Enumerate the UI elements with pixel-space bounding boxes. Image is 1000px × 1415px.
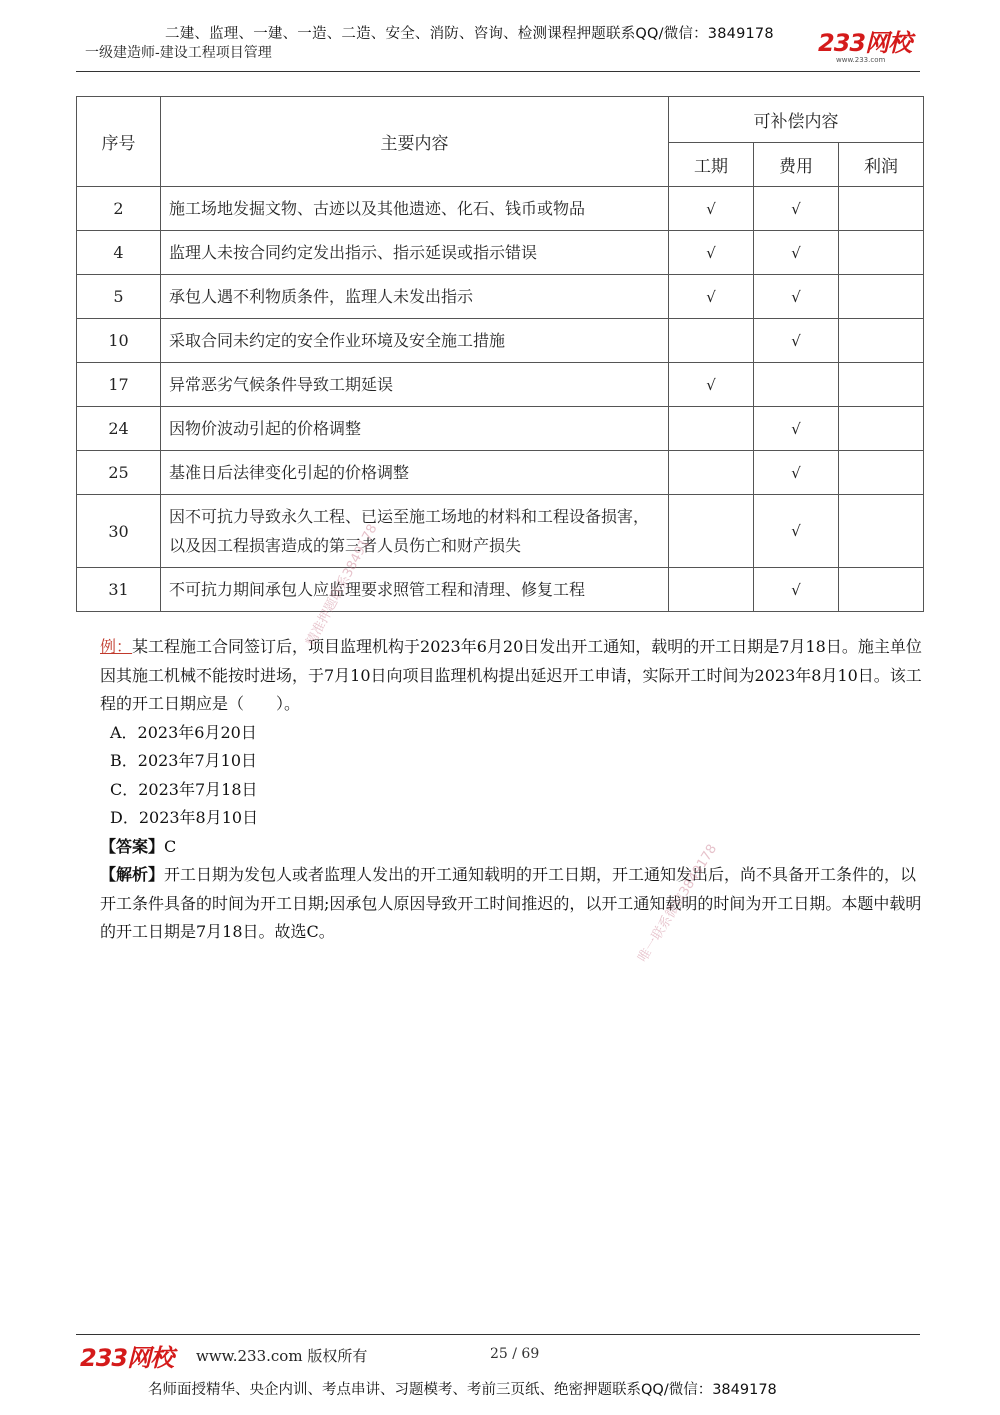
table-row: [77, 451, 924, 495]
option-b: B．2023年7月10日: [110, 751, 258, 770]
logo-mark: 233网校: [818, 29, 912, 57]
row-period-mark: √: [669, 231, 754, 275]
answer-tag: 【答案】: [100, 836, 165, 856]
option-a: A．2023年6月20日: [110, 722, 257, 742]
brand-logo: [818, 30, 918, 64]
row-period-mark: [669, 451, 754, 495]
row-cost-mark: √: [754, 187, 839, 231]
row-profit-mark: [839, 363, 924, 407]
row-profit-mark: [839, 568, 924, 612]
watermark-text: 唯一联系微信3849178: [635, 841, 721, 966]
row-no: 24: [77, 407, 161, 451]
row-content: 异常恶劣气候条件导致工期延误: [161, 363, 669, 407]
row-no: 31: [77, 568, 161, 612]
footer-divider: [76, 1334, 920, 1335]
row-profit-mark: [839, 187, 924, 231]
row-profit-mark: [839, 275, 924, 319]
option-c: C．2023年7月18日: [110, 779, 258, 799]
row-cost-mark: [754, 363, 839, 407]
header-main-content: 主要内容: [161, 97, 669, 187]
document-subtitle: 一级建造师-建设工程项目管理: [85, 45, 272, 61]
watermark-text: 精准押题联系3849178: [303, 521, 381, 649]
page-number: 25 / 69: [490, 1346, 540, 1362]
header-period: 工期: [669, 143, 754, 187]
answer-line: [76, 833, 926, 862]
table-row: [77, 319, 924, 363]
row-no: 25: [77, 451, 161, 495]
row-content: 施工场地发掘文物、古迹以及其他遗迹、化石、钱币或物品: [161, 187, 669, 231]
header-promo-text: 二建、监理、一建、一造、二造、安全、消防、咨询、检测课程押题联系QQ/微信：3849178: [165, 26, 774, 42]
row-profit-mark: [839, 231, 924, 275]
analysis-tag: 【解析】: [100, 865, 165, 884]
logo-url: www.233.com: [836, 56, 886, 64]
header-compensable-group: 可补偿内容: [669, 97, 924, 143]
example-question: [76, 633, 926, 719]
row-profit-mark: [839, 451, 924, 495]
row-profit-mark: [839, 495, 924, 568]
table-row: [77, 407, 924, 451]
analysis-text: 开工日期为发包人或者监理人发出的开工通知载明的开工日期，开工通知发出后，尚不具备开工条件的，以开工条件具备的时间为开工日期;因承包人原因导致开工时间推迟的，以开工通知载明的时间为开工日期。本题中载明的开工日期是7月18日。故选C。: [100, 865, 922, 941]
header-profit: 利润: [839, 143, 924, 187]
row-no: 2: [77, 187, 161, 231]
row-content: 承包人遇不利物质条件，监理人未发出指示: [161, 275, 669, 319]
row-cost-mark: √: [754, 231, 839, 275]
answer-value: C: [164, 836, 177, 856]
row-profit-mark: [839, 319, 924, 363]
row-cost-mark: √: [754, 495, 839, 568]
table-row: [77, 275, 924, 319]
row-no: 17: [77, 363, 161, 407]
row-content: 基准日后法律变化引起的价格调整: [161, 451, 669, 495]
header-cost: 费用: [754, 143, 839, 187]
row-no: 5: [77, 275, 161, 319]
example-question-text: 某工程施工合同签订后，项目监理机构于2023年6月20日发出开工通知，载明的开工日期是7月18日。施主单位因其施工机械不能按时进场，于7月10日向项目监理机构提出延迟开工申请，实际开工时间为2023年8月10日。该工程的开工日期应是（ ）。: [100, 637, 922, 713]
row-profit-mark: [839, 407, 924, 451]
example-question-block: [76, 633, 926, 947]
row-period-mark: √: [669, 363, 754, 407]
row-cost-mark: √: [754, 451, 839, 495]
footer-copyright: www.233.com 版权所有: [196, 1347, 368, 1365]
row-cost-mark: √: [754, 568, 839, 612]
compensation-table: [76, 96, 924, 612]
row-period-mark: [669, 568, 754, 612]
row-period-mark: [669, 495, 754, 568]
header-serial-no: 序号: [77, 97, 161, 187]
table-row: [77, 568, 924, 612]
header-divider: [76, 71, 920, 72]
footer-logo: 233网校: [80, 1344, 174, 1372]
option-d: D．2023年8月10日: [110, 808, 259, 827]
row-period-mark: √: [669, 187, 754, 231]
footer-promo-text: 名师面授精华、央企内训、考点串讲、习题模考、考前三页纸、绝密押题联系QQ/微信：3849178: [148, 1382, 777, 1398]
row-content: 监理人未按合同约定发出指示、指示延误或指示错误: [161, 231, 669, 275]
row-period-mark: √: [669, 275, 754, 319]
example-label: 例：: [100, 637, 133, 656]
table-row: [77, 363, 924, 407]
analysis-paragraph: [76, 861, 926, 947]
row-cost-mark: √: [754, 275, 839, 319]
row-content: 采取合同未约定的安全作业环境及安全施工措施: [161, 319, 669, 363]
row-period-mark: [669, 319, 754, 363]
table-row: [77, 231, 924, 275]
table-row: [77, 495, 924, 568]
row-content: 不可抗力期间承包人应监理要求照管工程和清理、修复工程: [161, 568, 669, 612]
row-content: 因不可抗力导致永久工程、已运至施工场地的材料和工程设备损害，以及因工程损害造成的第三者人员伤亡和财产损失: [161, 495, 669, 568]
row-no: 30: [77, 495, 161, 568]
row-content: 因物价波动引起的价格调整: [161, 407, 669, 451]
row-cost-mark: √: [754, 407, 839, 451]
row-no: 10: [77, 319, 161, 363]
row-period-mark: [669, 407, 754, 451]
row-cost-mark: √: [754, 319, 839, 363]
row-no: 4: [77, 231, 161, 275]
table-row: [77, 187, 924, 231]
